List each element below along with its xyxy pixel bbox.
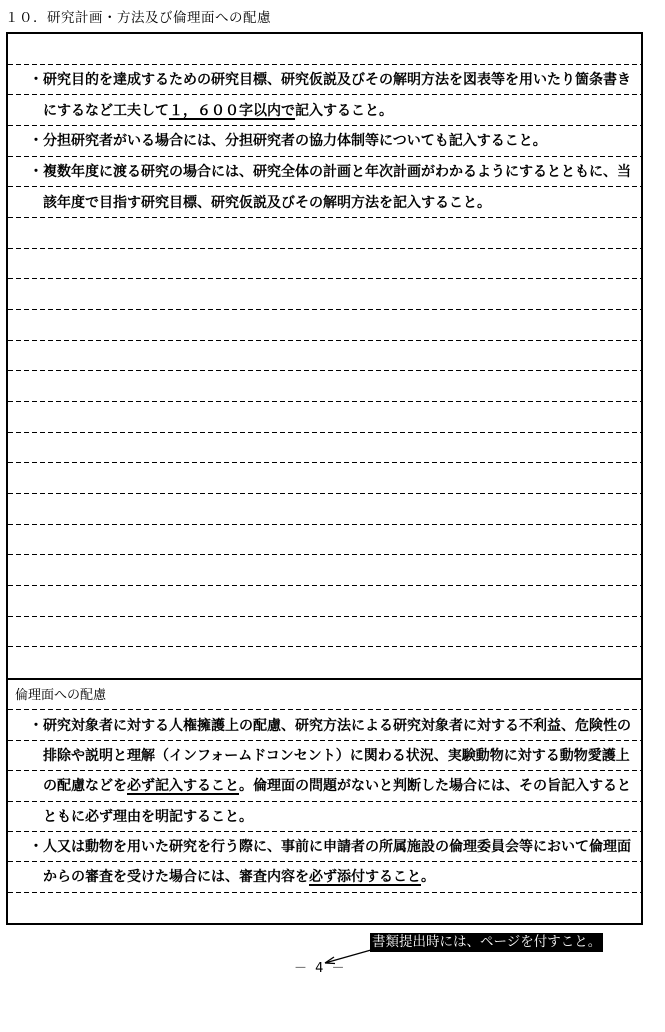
text-segment: にするなど工夫して: [43, 102, 169, 119]
form-row: [8, 310, 641, 341]
text-segment: の配慮などを: [43, 778, 127, 795]
text-segment: からの審査を受けた場合には、審査内容を: [43, 869, 309, 886]
research-plan-section: [8, 34, 641, 680]
form-row: [8, 187, 641, 218]
text-segment: 該年度で目指す研究目標、研究仮説及びその解明方法を記入すること。: [43, 194, 491, 211]
form-row: [8, 402, 641, 433]
text-segment: 。倫理面の問題がないと判断した場合には、その旨記入すると: [239, 778, 631, 795]
underlined-text: １，６００字以内で: [169, 102, 295, 119]
form-row: [8, 832, 641, 862]
form-row: [8, 126, 641, 157]
form-row: [8, 65, 641, 96]
text-segment: 記入すること。: [295, 102, 393, 119]
form-row: [8, 95, 641, 126]
form-row: [8, 463, 641, 494]
ethics-section: [8, 680, 641, 923]
underlined-text: 必ず添付すること: [309, 869, 421, 886]
form-row: [8, 218, 641, 249]
form-row: [8, 771, 641, 801]
text-segment: 。: [421, 869, 435, 886]
form-row: [8, 525, 641, 556]
form-row: [8, 371, 641, 402]
form-row: [8, 617, 641, 648]
form-row: [8, 341, 641, 372]
form-row: [8, 710, 641, 740]
text-segment: ・研究対象者に対する人権擁護上の配慮、研究方法による研究対象者に対する不利益、危険性の: [29, 717, 631, 734]
form-row: [8, 862, 641, 892]
section-header-row: [8, 680, 641, 710]
form-row: [8, 741, 641, 771]
page-title: １０．研究計画・方法及び倫理面への配慮: [5, 10, 271, 26]
form-row: [8, 34, 641, 65]
text-segment: ・人又は動物を用いた研究を行う際に、事前に申請者の所属施設の倫理委員会等において倫理面: [29, 839, 631, 856]
page-number: － 4 －: [294, 961, 347, 976]
text-segment: ・研究目的を達成するための研究目標、研究仮説及びその解明方法を図表等を用いたり箇条書き: [29, 72, 631, 88]
research-plan-form-box: [6, 32, 643, 925]
text-segment: 倫理面への配慮: [15, 687, 107, 703]
text-segment: ともに必ず理由を明記すること。: [43, 808, 253, 825]
form-row: [8, 494, 641, 525]
form-row: [8, 647, 641, 678]
form-row: [8, 157, 641, 188]
text-segment: ・分担研究者がいる場合には、分担研究者の協力体制等についても記入すること。: [29, 133, 547, 150]
text-segment: ・複数年度に渡る研究の場合には、研究全体の計画と年次計画がわかるようにするとともに、当: [29, 164, 631, 181]
form-row: [8, 555, 641, 586]
form-row: [8, 893, 641, 923]
text-segment: 排除や説明と理解（インフォームドコンセント）に関わる状況、実験動物に対する動物愛護上: [43, 747, 630, 764]
form-row: [8, 586, 641, 617]
form-row: [8, 279, 641, 310]
underlined-text: 必ず記入すること: [127, 778, 239, 795]
form-row: [8, 249, 641, 280]
form-row: [8, 433, 641, 464]
form-row: [8, 802, 641, 832]
footnote-label: 書類提出時には、ページを付すこと。: [372, 934, 602, 950]
